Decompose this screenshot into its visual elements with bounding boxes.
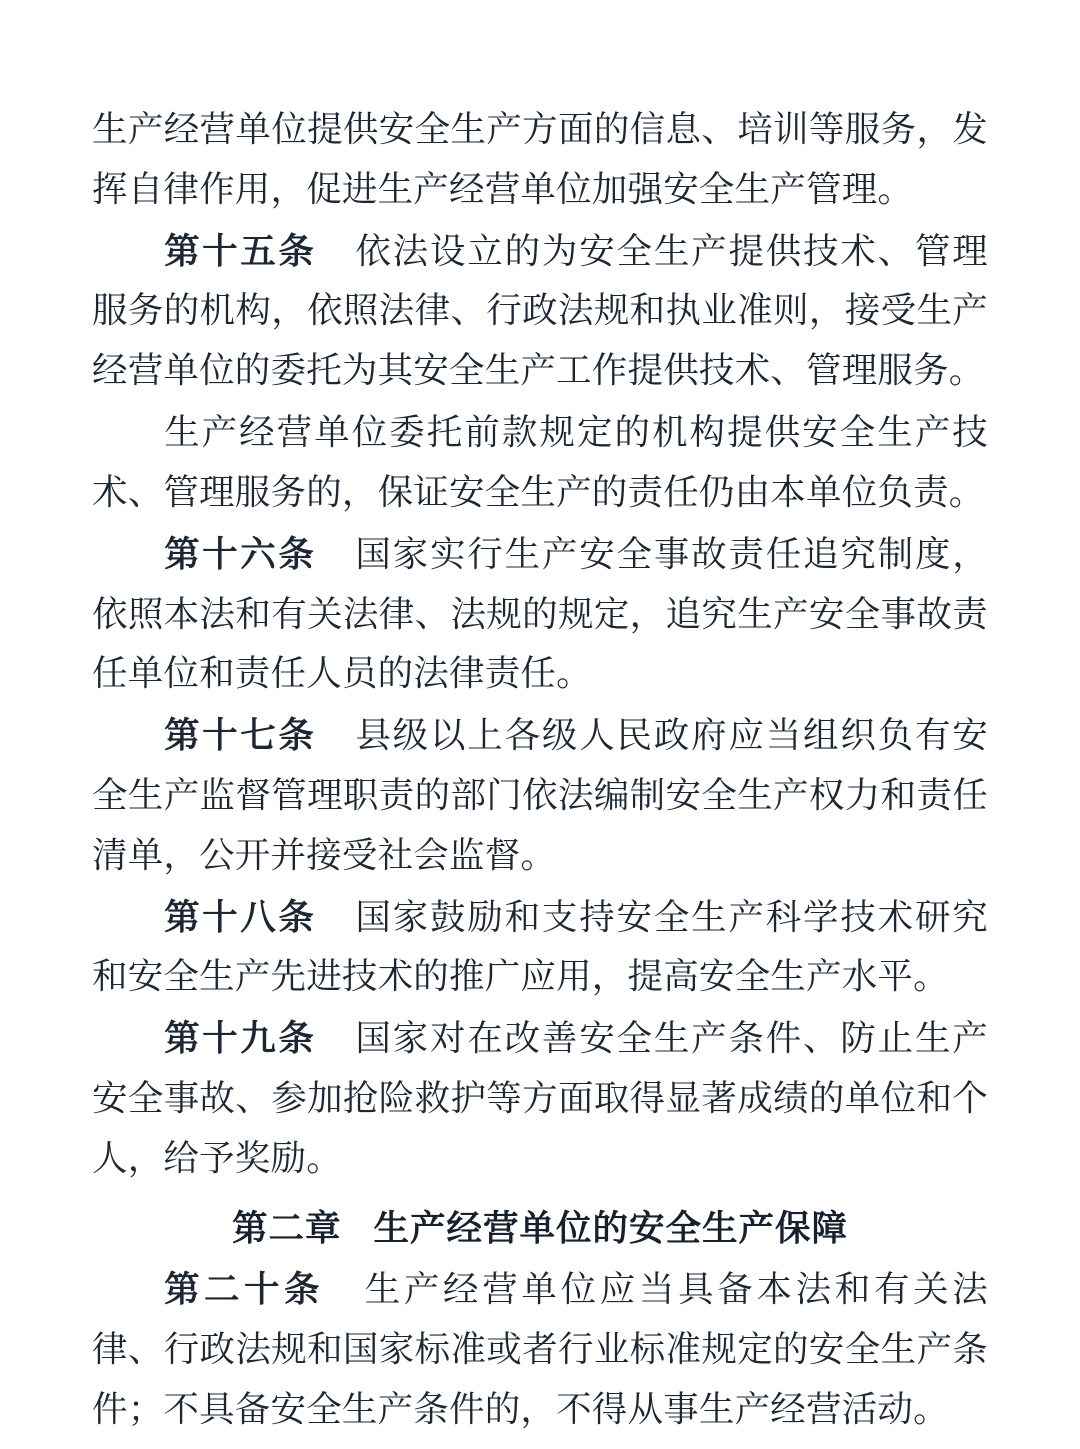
article-label: 第十六条 bbox=[164, 533, 317, 575]
article-paragraph bbox=[92, 1009, 988, 1188]
paragraph bbox=[92, 403, 988, 523]
paragraph-text: 生产经营单位委托前款规定的机构提供安全生产技术、管理服务的，保证安全生产的责任仍由本单位负责。 bbox=[92, 412, 988, 513]
article-text: 生产经营单位应当具备本法和有关法律、行政法规和国家标准或者行业标准规定的安全生产条件；不具备安全生产条件的，不得从事生产经营活动。 bbox=[92, 1269, 988, 1431]
paragraph-text: 生产经营单位提供安全生产方面的信息、培训等服务，发挥自律作用，促进生产经营单位加强安全生产管理。 bbox=[92, 109, 988, 210]
article-text: 依法设立的为安全生产提供技术、管理服务的机构，依照法律、行政法规和执业准则，接受生产经营单位的委托为其安全生产工作提供技术、管理服务。 bbox=[92, 230, 988, 392]
article-label: 第十九条 bbox=[164, 1018, 317, 1060]
article-label: 第十八条 bbox=[164, 896, 317, 938]
article-paragraph bbox=[92, 222, 988, 401]
article-paragraph bbox=[92, 525, 988, 704]
article-text: 国家对在改善安全生产条件、防止生产安全事故、参加抢险救护等方面取得显著成绩的单位和个人，给予奖励。 bbox=[92, 1018, 988, 1179]
chapter-title: 生产经营单位的安全生产保障 bbox=[373, 1207, 848, 1249]
article-text: 国家实行生产安全事故责任追究制度，依照本法和有关法律、法规的规定，追究生产安全事故责任单位和责任人员的法律责任。 bbox=[92, 533, 988, 695]
document-body bbox=[92, 100, 988, 1440]
paragraph bbox=[92, 100, 988, 220]
article-text: 国家鼓励和支持安全生产科学技术研究和安全生产先进技术的推广应用，提高安全生产水平。 bbox=[92, 896, 988, 998]
article-label: 第十七条 bbox=[164, 715, 317, 757]
chapter-heading bbox=[92, 1199, 988, 1259]
article-paragraph bbox=[92, 1260, 988, 1439]
article-label: 第二十条 bbox=[164, 1269, 324, 1311]
article-paragraph bbox=[92, 888, 988, 1008]
article-label: 第十五条 bbox=[164, 230, 317, 272]
chapter-number: 第二章 bbox=[232, 1207, 342, 1249]
article-paragraph bbox=[92, 706, 988, 885]
article-text: 县级以上各级人民政府应当组织负有安全生产监督管理职责的部门依法编制安全生产权力和责任清单，公开并接受社会监督。 bbox=[92, 715, 988, 876]
